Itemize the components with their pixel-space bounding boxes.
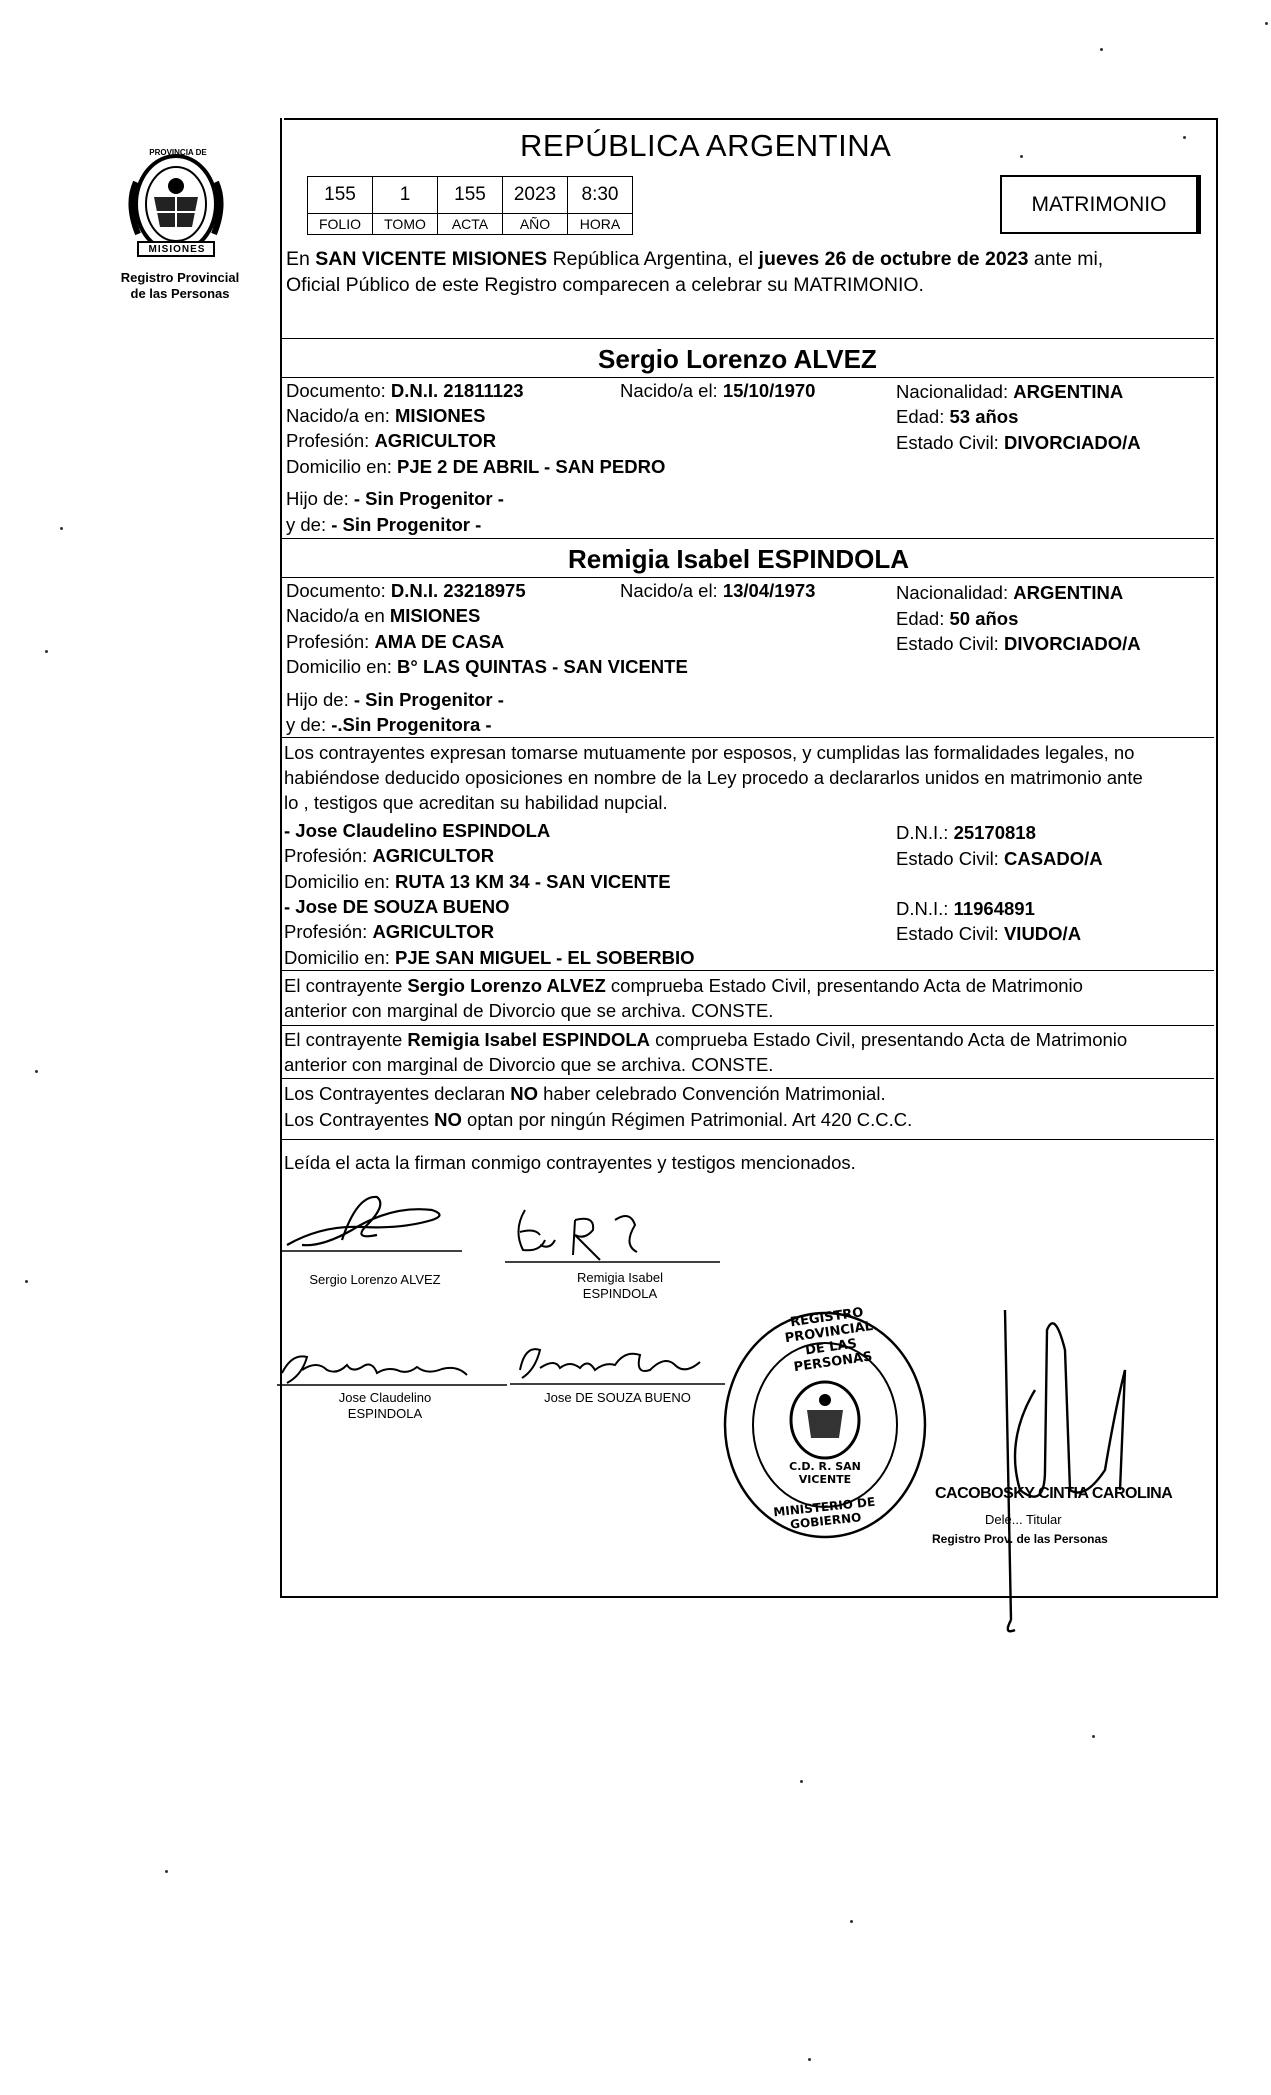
declaration-line-1: Los contrayentes expresan tomarse mutuamente por esposos, y cumplidas las formalidades legales, no: [284, 742, 1135, 763]
witness2-profession: [284, 921, 494, 943]
seal-text-bottom: MINISTERIO DE GOBIERNO: [772, 1494, 876, 1532]
field-text: PJE SAN MIGUEL - EL SOBERBIO: [395, 947, 695, 968]
acta-value: 155: [438, 177, 503, 214]
field-text: - Sin Progenitor -: [353, 689, 504, 710]
field-text: Profesión:: [286, 430, 375, 451]
field-text: D.N.I. 21811123: [390, 380, 524, 401]
field-text: AGRICULTOR: [372, 845, 495, 866]
field-text: Nacido/a en: [286, 605, 390, 626]
field-text: Remigia Isabel ESPINDOLA: [407, 1029, 651, 1050]
field-text: Nacionalidad:: [896, 381, 1014, 402]
declaration-line-2: habiéndose deducido oposiciones en nombre de la Ley procedo a declararlos unidos en matrimonio ante: [284, 767, 1143, 788]
field-text: comprueba Estado Civil, presentando Acta de Matrimonio: [650, 1029, 1128, 1050]
signature-2-label: Remigia Isabel ESPINDOLA: [577, 1270, 663, 1301]
witness1-dni: [896, 822, 1036, 844]
field-text: -.Sin Progenitora -: [331, 714, 492, 735]
person2-age: [896, 608, 1018, 630]
field-text: D.N.I.:: [896, 822, 954, 843]
field-text: D.N.I. 23218975: [390, 580, 526, 601]
person1-nationality: [896, 381, 1123, 403]
field-text: VIUDO/A: [1003, 923, 1082, 944]
field-text: República Argentina, el: [547, 248, 759, 270]
person2-birthplace: [286, 605, 480, 627]
hora-value: 8:30: [568, 177, 633, 214]
witness1-profession: [284, 845, 494, 867]
field-text: MISIONES: [395, 405, 486, 426]
person1-doc: [286, 380, 524, 402]
field-text: Profesión:: [284, 845, 373, 866]
field-text: Nacido/a en:: [286, 405, 396, 426]
field-text: Domicilio en:: [284, 871, 396, 892]
field-text: comprueba Estado Civil, presentando Acta de Matrimonio: [605, 975, 1083, 996]
anio-value: 2023: [503, 177, 568, 214]
field-text: Estado Civil:: [896, 848, 1004, 869]
witness2-dni: [896, 898, 1035, 920]
person2-parent1: [286, 689, 504, 711]
field-text: - Sin Progenitor -: [331, 514, 482, 535]
field-text: y de:: [286, 714, 332, 735]
field-text: Domicilio en:: [284, 947, 396, 968]
person2-nationality: [896, 582, 1123, 604]
person1-age: [896, 406, 1018, 428]
note1-line-1: [284, 975, 1083, 997]
field-text: 53 años: [949, 406, 1019, 427]
field-text: Nacido/a el:: [620, 580, 723, 601]
field-text: ante mi,: [1028, 248, 1104, 270]
field-text: NO: [510, 1083, 538, 1104]
witness1-domicile: [284, 871, 671, 893]
field-text: haber celebrado Convención Matrimonial.: [538, 1083, 886, 1104]
person2-doc: [286, 580, 526, 602]
field-text: NO: [434, 1109, 462, 1130]
field-text: - Sin Progenitor -: [353, 488, 504, 509]
hora-label: HORA: [568, 214, 633, 235]
field-text: AGRICULTOR: [374, 430, 497, 451]
convention-line: [284, 1083, 886, 1105]
field-text: DIVORCIADO/A: [1003, 432, 1141, 453]
person1-parent2: [286, 514, 481, 536]
record-header-table: [307, 176, 633, 235]
field-text: AMA DE CASA: [374, 631, 505, 652]
field-text: B° LAS QUINTAS - SAN VICENTE: [397, 656, 688, 677]
field-text: Nacido/a el:: [620, 380, 723, 401]
emblem-text-top: PROVINCIA DE: [149, 148, 207, 157]
declaration-line-3: lo , testigos que acreditan su habilidad nupcial.: [284, 792, 668, 813]
field-text: MISIONES: [389, 605, 481, 626]
field-text: Documento:: [286, 380, 391, 401]
note1-line-2: anterior con marginal de Divorcio que se archiva. CONSTE.: [284, 1000, 774, 1021]
field-text: Profesión:: [284, 921, 373, 942]
person2-born: [620, 580, 815, 602]
field-text: 15/10/1970: [722, 380, 816, 401]
person1-civil: [896, 432, 1141, 454]
field-text: D.N.I.:: [896, 898, 954, 919]
signature-4-label: Jose DE SOUZA BUENO: [544, 1390, 691, 1405]
person1-profession: [286, 430, 496, 452]
field-text: RUTA 13 KM 34 - SAN VICENTE: [395, 871, 671, 892]
field-text: AGRICULTOR: [372, 921, 495, 942]
field-text: DIVORCIADO/A: [1003, 633, 1141, 654]
field-text: Sergio Lorenzo ALVEZ: [407, 975, 606, 996]
person2-domicile: [286, 656, 688, 678]
person1-domicile: [286, 456, 665, 478]
person2-profession: [286, 631, 504, 653]
seal-inner-text: C.D. R. SAN VICENTE: [789, 1460, 861, 1486]
witness1-name: - Jose Claudelino ESPINDOLA: [284, 820, 551, 841]
official-signature: [975, 1290, 1155, 1650]
signature-2: [505, 1200, 720, 1270]
page-title: REPÚBLICA ARGENTINA: [520, 128, 892, 163]
field-text: En: [286, 248, 316, 270]
field-text: Hijo de:: [286, 488, 354, 509]
official-name: CACOBOSKY CINTIA CAROLINA: [935, 1485, 1173, 1502]
person2-parent2: [286, 714, 492, 736]
folio-label: FOLIO: [308, 214, 373, 235]
field-text: ARGENTINA: [1013, 582, 1124, 603]
note2-line-1: [284, 1029, 1127, 1051]
official-registry: Registro Prov. de las Personas: [932, 1532, 1108, 1546]
field-text: jueves 26 de octubre de 2023: [758, 248, 1029, 270]
field-text: 25170818: [953, 822, 1036, 843]
folio-value: 155: [308, 177, 373, 214]
field-text: SAN VICENTE MISIONES: [315, 248, 548, 270]
field-text: ARGENTINA: [1013, 381, 1124, 402]
field-text: Edad:: [896, 608, 950, 629]
acta-label: ACTA: [438, 214, 503, 235]
registro-label: Registro Provincial de las Personas: [120, 270, 240, 301]
field-text: optan por ningún Régimen Patrimonial. Art 420 C.C.C.: [461, 1109, 913, 1130]
field-text: y de:: [286, 514, 332, 535]
person1-name: Sergio Lorenzo ALVEZ: [598, 344, 877, 374]
field-text: Edad:: [896, 406, 950, 427]
signature-4: [510, 1340, 725, 1390]
tomo-label: TOMO: [373, 214, 438, 235]
witness2-name: - Jose DE SOUZA BUENO: [284, 896, 510, 917]
person1-born: [620, 380, 815, 402]
field-text: Estado Civil:: [896, 633, 1004, 654]
field-text: PJE 2 DE ABRIL - SAN PEDRO: [397, 456, 666, 477]
note2-line-2: anterior con marginal de Divorcio que se archiva. CONSTE.: [284, 1054, 774, 1075]
person2-civil: [896, 633, 1141, 655]
record-type-box: MATRIMONIO: [1000, 175, 1198, 234]
official-title: Dele... Titular: [985, 1512, 1062, 1527]
seal-text-top: REGISTRO PROVINCIAL DE LAS PERSONAS: [783, 1305, 874, 1376]
signature-1-label: Sergio Lorenzo ALVEZ: [309, 1272, 441, 1287]
field-text: Los Contrayentes: [284, 1109, 435, 1130]
field-text: Profesión:: [286, 631, 375, 652]
field-text: Documento:: [286, 580, 391, 601]
intro-line-1: [286, 248, 1103, 271]
person1-birthplace: [286, 405, 485, 427]
field-text: El contrayente: [284, 1029, 408, 1050]
signature-3: [272, 1345, 507, 1390]
signature-intro: Leída el acta la firman conmigo contrayentes y testigos mencionados.: [284, 1152, 856, 1173]
field-text: Estado Civil:: [896, 923, 1004, 944]
tomo-value: 1: [373, 177, 438, 214]
anio-label: AÑO: [503, 214, 568, 235]
emblem-text-bottom: MISIONES: [148, 244, 206, 255]
field-text: Estado Civil:: [896, 432, 1004, 453]
witness2-civil: [896, 923, 1081, 945]
field-text: 11964891: [953, 898, 1035, 919]
intro-line-2: Oficial Público de este Registro comparecen a celebrar su MATRIMONIO.: [286, 274, 924, 296]
field-text: Nacionalidad:: [896, 582, 1014, 603]
regime-line: [284, 1109, 912, 1131]
signature-3-label: Jose Claudelino ESPINDOLA: [338, 1390, 432, 1421]
field-text: 13/04/1973: [722, 580, 816, 601]
person1-parent1: [286, 488, 504, 510]
field-text: CASADO/A: [1003, 848, 1103, 869]
field-text: El contrayente: [284, 975, 408, 996]
field-text: Domicilio en:: [286, 456, 398, 477]
field-text: Los Contrayentes declaran: [284, 1083, 511, 1104]
person2-name: Remigia Isabel ESPINDOLA: [568, 544, 909, 574]
signature-1: [282, 1185, 462, 1260]
field-text: Hijo de:: [286, 689, 354, 710]
field-text: 50 años: [949, 608, 1019, 629]
field-text: Domicilio en:: [286, 656, 398, 677]
witness1-civil: [896, 848, 1103, 870]
witness2-domicile: [284, 947, 695, 969]
